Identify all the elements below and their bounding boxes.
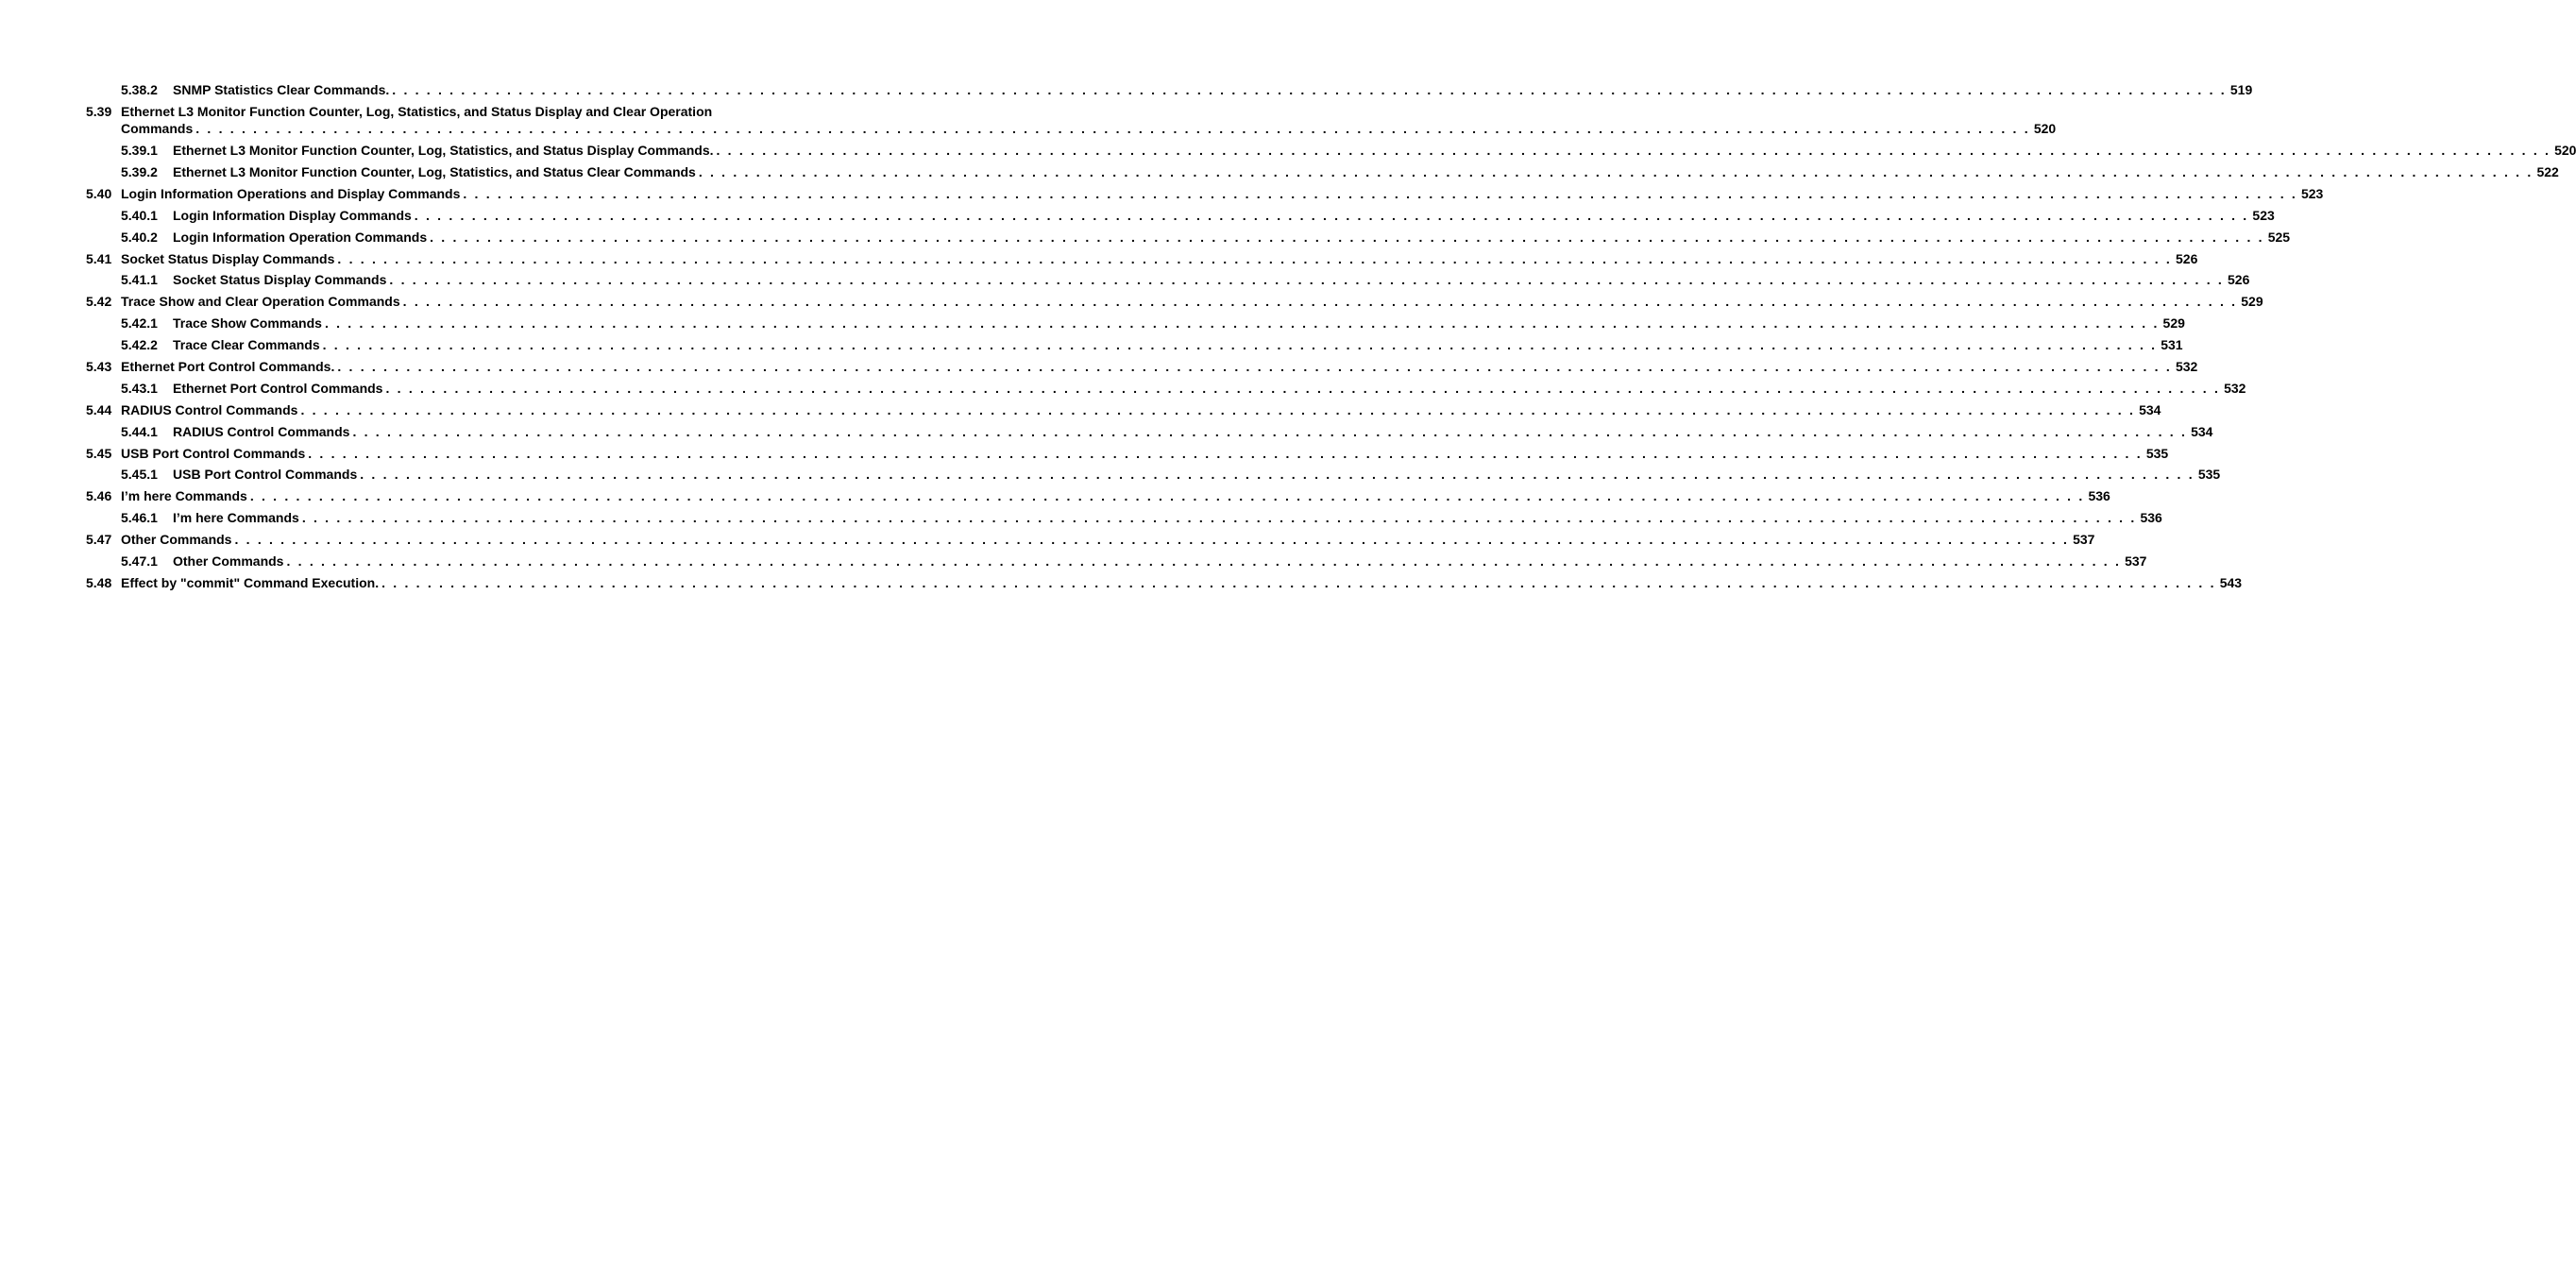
toc-entry-title: Trace Show Commands (173, 315, 322, 331)
toc-entry-title: Socket Status Display Commands (173, 272, 387, 287)
toc-entry-number: 5.42.2 (121, 337, 158, 352)
toc-entry-number: 5.41 (86, 251, 112, 266)
toc-leader-dots: . . . . . . . . . . . . . . . . . . . . . . . . . . . . . . . . . . . . . . . . . . . . . . . . . . . . . . . . . . . . . . . . . . . . . . . . . . . . . . . . . . . . . . . . . . . . . . . . . . . . . . . . . . . . . . . . . . . . . . . . . . . . . . . . . . . . . . . . . . . . . . . . . . . . . . . . . . . . . . . . (392, 82, 2227, 97)
toc-entry[interactable] (121, 381, 2246, 397)
toc-leader-dots: . . . . . . . . . . . . . . . . . . . . . . . . . . . . . . . . . . . . . . . . . . . . . . . . . . . . . . . . . . . . . . . . . . . . . . . . . . . . . . . . . . . . . . . . . . . . . . . . . . . . . . . . . . . . . . . . . . . . . . . . . . . . . . . . . . . . . . . . . . . . . . . . . . . . . . . . . . . . . . . . (381, 575, 2216, 590)
toc-entry-page: 536 (2088, 488, 2110, 503)
toc-entry[interactable] (121, 272, 2250, 288)
toc-entry-number: 5.45.1 (121, 467, 158, 482)
toc-leader-dots: . . . . . . . . . . . . . . . . . . . . . . . . . . . . . . . . . . . . . . . . . . . . . . . . . . . . . . . . . . . . . . . . . . . . . . . . . . . . . . . . . . . . . . . . . . . . . . . . . . . . . . . . . . . . . . . . . . . . . . . . . . . . . . . . . . . . . . . . . . . . . . . . . . . . . . . . . . . . . . . . (360, 467, 2195, 482)
toc-leader-dots: . . . . . . . . . . . . . . . . . . . . . . . . . . . . . . . . . . . . . . . . . . . . . . . . . . . . . . . . . . . . . . . . . . . . . . . . . . . . . . . . . . . . . . . . . . . . . . . . . . . . . . . . . . . . . . . . . . . . . . . . . . . . . . . . . . . . . . . . . . . . . . . . . . . . . . . . . . . . . . . . (301, 510, 2137, 525)
toc-entry-number: 5.39 (86, 104, 112, 119)
toc-entry[interactable] (86, 294, 2263, 310)
toc-entry-page: 529 (2162, 315, 2185, 331)
toc-entry-first-line[interactable] (86, 104, 712, 120)
toc-leader-dots: . . . . . . . . . . . . . . . . . . . . . . . . . . . . . . . . . . . . . . . . . . . . . . . . . . . . . . . . . . . . . . . . . . . . . . . . . . . . . . . . . . . . . . . . . . . . . . . . . . . . . . . . . . . . . . . . . . . . . . . . . . . . . . . . . . . . . . . . . . . . . . . . . . . . . . . . . . . . . . . . (389, 272, 2225, 287)
toc-entry-page: 531 (2161, 337, 2183, 352)
toc-entry-title: Login Information Display Commands (173, 208, 412, 223)
toc-entry-title: Login Information Operation Commands (173, 230, 428, 245)
toc-entry-number: 5.46 (86, 488, 112, 503)
toc-entry-title: Ethernet Port Control Commands (173, 381, 383, 396)
toc-entry-number: 5.39.1 (121, 143, 158, 158)
toc-entry[interactable] (121, 164, 2559, 180)
toc-entry[interactable] (86, 359, 2198, 375)
toc-entry-number: 5.38.2 (121, 82, 158, 97)
toc-entry-title: Other Commands (173, 553, 284, 569)
toc-leader-dots: . . . . . . . . . . . . . . . . . . . . . . . . . . . . . . . . . . . . . . . . . . . . . . . . . . . . . . . . . . . . . . . . . . . . . . . . . . . . . . . . . . . . . . . . . . . . . . . . . . . . . . . . . . . . . . . . . . . . . . . . . . . . . . . . . . . . . . . . . . . . . . . . . . . . . . . . . . . . . . . . (324, 315, 2160, 331)
toc-entry-page: 519 (2229, 82, 2253, 97)
toc-leader-dots: . . . . . . . . . . . . . . . . . . . . . . . . . . . . . . . . . . . . . . . . . . . . . . . . . . . . . . . . . . . . . . . . . . . . . . . . . . . . . . . . . . . . . . . . . . . . . . . . . . . . . . . . . . . . . . . . . . . . . . . . . . . . . . . . . . . . . . . . . . . . . . . . . . . . . . . . . . . . . . . . (234, 532, 2070, 547)
toc-entry[interactable] (86, 446, 2169, 462)
toc-leader-dots: . . . . . . . . . . . . . . . . . . . . . . . . . . . . . . . . . . . . . . . . . . . . . . . . . . . . . . . . . . . . . . . . . . . . . . . . . . . . . . . . . . . . . . . . . . . . . . . . . . . . . . . . . . . . . . . . . . . . . . . . . . . . . . . . . . . . . . . . . . . . . . . . . . . . . . . . . . . . . . . . (308, 446, 2143, 461)
toc-leader-dots: . . . . . . . . . . . . . . . . . . . . . . . . . . . . . . . . . . . . . . . . . . . . . . . . . . . . . . . . . . . . . . . . . . . . . . . . . . . . . . . . . . . . . . . . . . . . . . . . . . . . . . . . . . . . . . . . . . . . . . . . . . . . . . . . . . . . . . . . . . . . . . . . . . . . . . . . . . . . . . . . (414, 208, 2249, 223)
toc-entry-continuation[interactable] (121, 121, 2057, 137)
toc-leader-dots: . . . . . . . . . . . . . . . . . . . . . . . . . . . . . . . . . . . . . . . . . . . . . . . . . . . . . . . . . . . . . . . . . . . . . . . . . . . . . . . . . . . . . . . . . . . . . . . . . . . . . . . . . . . . . . . . . . . . . . . . . . . . . . . . . . . . . . . . . . . . . . . . . . . . . . . . . . . . . . . . (430, 230, 2264, 245)
toc-entry-number: 5.43 (86, 359, 112, 374)
toc-entry-title: RADIUS Control Commands (173, 424, 350, 439)
toc-entry[interactable] (121, 143, 2576, 159)
toc-entry-page: 536 (2140, 510, 2162, 525)
toc-entry[interactable] (86, 575, 2243, 591)
toc-entry-title: I’m here Commands (173, 510, 299, 525)
toc-entry-number: 5.47 (86, 532, 112, 547)
toc-entry-number: 5.41.1 (121, 272, 158, 287)
toc-leader-dots: . . . . . . . . . . . . . . . . . . . . . . . . . . . . . . . . . . . . . . . . . . . . . . . . . . . . . . . . . . . . . . . . . . . . . . . . . . . . . . . . . . . . . . . . . . . . . . . . . . . . . . . . . . . . . . . . . . . . . . . . . . . . . . . . . . . . . . . . . . . . . . . . . . . . . . . . . . . . . . . . (698, 164, 2534, 179)
toc-entry-page: 543 (2219, 575, 2243, 590)
toc-leader-dots: . . . . . . . . . . . . . . . . . . . . . . . . . . . . . . . . . . . . . . . . . . . . . . . . . . . . . . . . . . . . . . . . . . . . . . . . . . . . . . . . . . . . . . . . . . . . . . . . . . . . . . . . . . . . . . . . . . . . . . . . . . . . . . . . . . . . . . . . . . . . . . . . . . . . . . . . . . . . . . . . (337, 251, 2173, 266)
toc-entry-title: Ethernet L3 Monitor Function Counter, Log, Statistics, and Status Clear Commands (173, 164, 696, 179)
toc-entry-title: Ethernet L3 Monitor Function Counter, Log, Statistics, and Status Display and Clear Operation (121, 104, 713, 119)
toc-entry[interactable] (121, 553, 2147, 570)
toc-entry[interactable] (121, 467, 2221, 483)
toc-entry-title: Other Commands (121, 532, 232, 547)
toc-entry-page: 537 (2125, 553, 2147, 569)
toc-entry-number: 5.42.1 (121, 315, 158, 331)
toc-entry-number: 5.44.1 (121, 424, 158, 439)
toc-entry-number: 5.40 (86, 186, 112, 201)
toc-entry-number: 5.40.1 (121, 208, 158, 223)
toc-entry[interactable] (86, 251, 2198, 267)
toc-leader-dots: . . . . . . . . . . . . . . . . . . . . . . . . . . . . . . . . . . . . . . . . . . . . . . . . . . . . . . . . . . . . . . . . . . . . . . . . . . . . . . . . . . . . . . . . . . . . . . . . . . . . . . . . . . . . . . . . . . . . . . . . . . . . . . . . . . . . . . . . . . . . . . . . . . . . . . . . . . . . . . . . (322, 337, 2158, 352)
toc-entry-page: 529 (2241, 294, 2263, 309)
toc-leader-dots: . . . . . . . . . . . . . . . . . . . . . . . . . . . . . . . . . . . . . . . . . . . . . . . . . . . . . . . . . . . . . . . . . . . . . . . . . . . . . . . . . . . . . . . . . . . . . . . . . . . . . . . . . . . . . . . . . . . . . . . . . . . . . . . . . . . . . . . . . . . . . . . . . . . . . . . . . . . . . . . . (385, 381, 2221, 396)
toc-entry-page: 523 (2252, 208, 2275, 223)
toc-leader-dots: . . . . . . . . . . . . . . . . . . . . . . . . . . . . . . . . . . . . . . . . . . . . . . . . . . . . . . . . . . . . . . . . . . . . . . . . . . . . . . . . . . . . . . . . . . . . . . . . . . . . . . . . . . . . . . . . . . . . . . . . . . . . . . . . . . . . . . . . . . . . . . . . . . . . . . . . . . . . . . . . (716, 143, 2551, 158)
toc-entry[interactable] (121, 510, 2162, 526)
toc-entry[interactable] (121, 315, 2185, 332)
toc-entry[interactable] (86, 488, 2110, 504)
toc-entry-page: 526 (2176, 251, 2198, 266)
toc-leader-dots: . . . . . . . . . . . . . . . . . . . . . . . . . . . . . . . . . . . . . . . . . . . . . . . . . . . . . . . . . . . . . . . . . . . . . . . . . . . . . . . . . . . . . . . . . . . . . . . . . . . . . . . . . . . . . . . . . . . . . . . . . . . . . . . . . . . . . . . . . . . . . . . . . . . . . . . . . . . . . . . . (337, 359, 2172, 374)
toc-entry-title: RADIUS Control Commands (121, 402, 298, 417)
toc-entry[interactable] (121, 424, 2213, 440)
toc-entry-number: 5.46.1 (121, 510, 158, 525)
toc-entry-title: SNMP Statistics Clear Commands. (173, 82, 390, 97)
toc-entry-title: USB Port Control Commands (173, 467, 358, 482)
toc-entry-title: Socket Status Display Commands (121, 251, 335, 266)
toc-entry-number: 5.47.1 (121, 553, 158, 569)
toc-entry[interactable] (86, 402, 2161, 418)
toc-entry-page: 520 (2554, 143, 2576, 158)
toc-entry-title: Ethernet Port Control Commands. (121, 359, 335, 374)
toc-entry-number: 5.40.2 (121, 230, 158, 245)
toc-entry-title: I’m here Commands (121, 488, 247, 503)
toc-entry[interactable] (121, 208, 2275, 224)
toc-entry-page: 532 (2175, 359, 2198, 374)
toc-entry-page: 537 (2073, 532, 2095, 547)
toc-entry-title: Effect by "commit" Command Execution. (121, 575, 380, 590)
toc-entry-page: 532 (2224, 381, 2246, 396)
toc-leader-dots: . . . . . . . . . . . . . . . . . . . . . . . . . . . . . . . . . . . . . . . . . . . . . . . . . . . . . . . . . . . . . . . . . . . . . . . . . . . . . . . . . . . . . . . . . . . . . . . . . . . . . . . . . . . . . . . . . . . . . . . . . . . . . . . . . . . . . . . . . . . . . . . . . . . . . . . . . . . . . . . . (286, 553, 2122, 569)
toc-entry-page: 526 (2228, 272, 2250, 287)
toc-entry[interactable] (86, 532, 2095, 548)
toc-leader-dots: . . . . . . . . . . . . . . . . . . . . . . . . . . . . . . . . . . . . . . . . . . . . . . . . . . . . . . . . . . . . . . . . . . . . . . . . . . . . . . . . . . . . . . . . . . . . . . . . . . . . . . . . . . . . . . . . . . . . . . . . . . . . . . . . . . . . . . . . . . . . . . . . . . . . . . . . . . . . . . . . (463, 186, 2297, 201)
toc-entry[interactable] (86, 186, 2324, 202)
toc-entry-title: Ethernet L3 Monitor Function Counter, Log, Statistics, and Status Display Commands. (173, 143, 714, 158)
toc-entry-page: 525 (2267, 230, 2291, 245)
toc-entry[interactable] (121, 82, 2253, 98)
toc-entry-page: 534 (2139, 402, 2161, 417)
toc-leader-dots: . . . . . . . . . . . . . . . . . . . . . . . . . . . . . . . . . . . . . . . . . . . . . . . . . . . . . . . . . . . . . . . . . . . . . . . . . . . . . . . . . . . . . . . . . . . . . . . . . . . . . . . . . . . . . . . . . . . . . . . . . . . . . . . . . . . . . . . . . . . . . . . . . . . . . . . . . . . . . . . . (352, 424, 2188, 439)
toc-entry-page: 522 (2536, 164, 2559, 179)
toc-entry-number: 5.48 (86, 575, 112, 590)
toc-entry-page: 534 (2191, 424, 2213, 439)
toc-entry-page: 520 (2033, 121, 2057, 136)
toc-entry-number: 5.43.1 (121, 381, 158, 396)
toc-leader-dots: . . . . . . . . . . . . . . . . . . . . . . . . . . . . . . . . . . . . . . . . . . . . . . . . . . . . . . . . . . . . . . . . . . . . . . . . . . . . . . . . . . . . . . . . . . . . . . . . . . . . . . . . . . . . . . . . . . . . . . . . . . . . . . . . . . . . . . . . . . . . . . . . . . . . . . . . . . . . . . . . (300, 402, 2136, 417)
toc-entry-title-continued: Commands (121, 121, 194, 136)
toc-entry-page: 523 (2300, 186, 2324, 201)
toc-entry-number: 5.39.2 (121, 164, 158, 179)
toc-entry-title: Trace Show and Clear Operation Commands (121, 294, 400, 309)
toc-entry[interactable] (121, 230, 2291, 246)
toc-entry-title: Trace Clear Commands (173, 337, 320, 352)
toc-entry-number: 5.42 (86, 294, 112, 309)
toc-entry-page: 535 (2145, 446, 2169, 461)
toc-leader-dots: . . . . . . . . . . . . . . . . . . . . . . . . . . . . . . . . . . . . . . . . . . . . . . . . . . . . . . . . . . . . . . . . . . . . . . . . . . . . . . . . . . . . . . . . . . . . . . . . . . . . . . . . . . . . . . . . . . . . . . . . . . . . . . . . . . . . . . . . . . . . . . . . . . . . . . . . . . . . . . . . (249, 488, 2085, 503)
toc-entry-title: Login Information Operations and Display Commands (121, 186, 461, 201)
toc-entry-title: USB Port Control Commands (121, 446, 306, 461)
toc-entry[interactable] (121, 337, 2183, 353)
toc-leader-dots: . . . . . . . . . . . . . . . . . . . . . . . . . . . . . . . . . . . . . . . . . . . . . . . . . . . . . . . . . . . . . . . . . . . . . . . . . . . . . . . . . . . . . . . . . . . . . . . . . . . . . . . . . . . . . . . . . . . . . . . . . . . . . . . . . . . . . . . . . . . . . . . . . . . . . . . . . . . . . . . . (195, 121, 2030, 136)
toc-entry-number: 5.45 (86, 446, 112, 461)
toc-entry-number: 5.44 (86, 402, 112, 417)
toc-entry-page: 535 (2197, 467, 2221, 482)
toc-leader-dots: . . . . . . . . . . . . . . . . . . . . . . . . . . . . . . . . . . . . . . . . . . . . . . . . . . . . . . . . . . . . . . . . . . . . . . . . . . . . . . . . . . . . . . . . . . . . . . . . . . . . . . . . . . . . . . . . . . . . . . . . . . . . . . . . . . . . . . . . . . . . . . . . . . . . . . . . . . . . . . . . (402, 294, 2238, 309)
